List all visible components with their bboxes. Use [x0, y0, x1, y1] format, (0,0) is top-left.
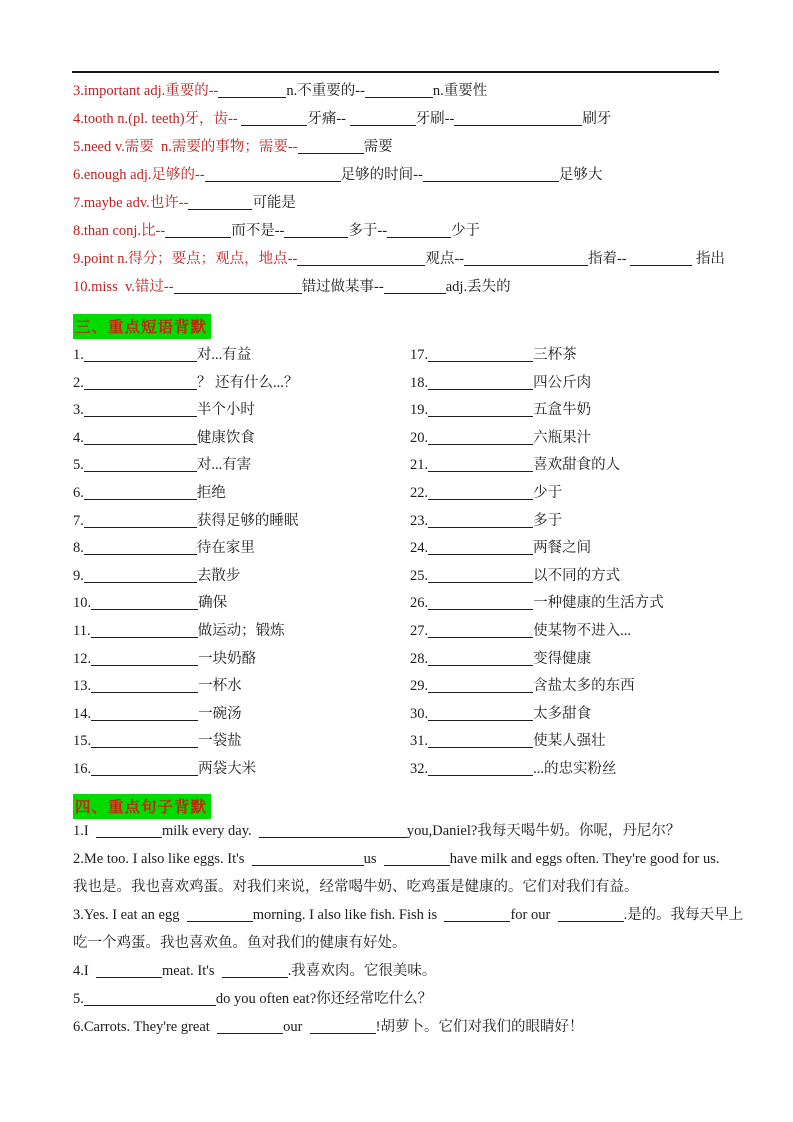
sentence-line	[73, 929, 783, 957]
text-run: 少于	[451, 223, 481, 239]
phrase-item	[73, 618, 298, 646]
text-run: n.不重要的--	[286, 83, 365, 99]
blank-field	[205, 166, 341, 182]
phrase-section-header: 三、重点短语背默	[73, 314, 211, 339]
phrase-item	[410, 673, 664, 701]
text-run: for our	[510, 907, 558, 923]
text-run: 6.Carrots. They're great	[73, 1019, 218, 1035]
blank-field	[310, 1018, 376, 1034]
phrase-number: 24.	[410, 540, 429, 557]
text-run: 足够的时间--	[340, 167, 423, 183]
text-run: 10.miss v.错过--	[73, 279, 174, 295]
text-run: 多于--	[348, 223, 388, 239]
phrase-number: 7.	[73, 512, 84, 529]
blank-field	[428, 732, 533, 748]
blank-field	[384, 278, 446, 294]
phrase-label: 对...有益	[196, 347, 252, 363]
blank-field	[188, 194, 252, 210]
phrase-number: 29.	[410, 678, 429, 695]
phrase-label: 拒绝	[196, 484, 226, 501]
blank-field	[454, 110, 582, 126]
sentence-line	[73, 1013, 783, 1041]
phrase-list-right	[410, 342, 664, 784]
phrase-label: 使某人强壮	[533, 733, 606, 750]
vocab-line	[73, 133, 773, 161]
text-run: 3.important adj.重要的--	[73, 83, 219, 99]
sentence-line	[73, 845, 783, 873]
text-run: 错过做某事--	[301, 279, 384, 295]
text-run: 吃一个鸡蛋。我也喜欢鱼。鱼对我们的健康有好处。	[73, 935, 407, 951]
phrase-label: 一袋盐	[198, 733, 242, 750]
vocab-line	[73, 217, 773, 245]
phrase-number: 2.	[73, 374, 84, 391]
phrase-label: 六瓶果汁	[533, 429, 592, 446]
phrase-item	[410, 618, 664, 646]
phrase-item	[73, 397, 298, 425]
blank-field	[428, 567, 533, 583]
phrase-item	[410, 425, 664, 453]
text-run: 需要	[363, 139, 393, 155]
text-run: 4.I	[73, 963, 96, 979]
blank-field	[428, 650, 533, 666]
blank-field	[423, 166, 559, 182]
phrase-label: 多于	[533, 512, 563, 529]
phrase-item	[410, 535, 664, 563]
phrase-item	[73, 646, 298, 674]
sentence-line	[73, 957, 783, 985]
phrase-number: 3.	[73, 402, 84, 419]
phrase-label: 待在家里	[196, 540, 255, 557]
text-run: 9.point n.得分；要点；观点，地点--	[73, 251, 298, 267]
blank-field	[84, 456, 197, 472]
blank-field	[428, 760, 533, 776]
blank-field	[96, 822, 162, 838]
text-run: !胡萝卜。它们对我们的眼睛好！	[375, 1019, 584, 1035]
text-run: our	[283, 1019, 310, 1035]
phrase-item	[73, 673, 298, 701]
vocab-line	[73, 245, 773, 273]
text-run: meat. It's	[161, 963, 222, 979]
text-run: have milk and eggs often. They're good for us.	[449, 851, 720, 867]
blank-field	[297, 250, 425, 266]
phrase-label: 一种健康的生活方式	[533, 595, 664, 612]
phrase-label: 含盐太多的东西	[533, 678, 635, 695]
phrase-label: 五盒牛奶	[533, 402, 592, 419]
text-run: adj.丢失的	[445, 279, 511, 295]
phrase-item	[410, 397, 664, 425]
blank-field	[91, 705, 198, 721]
phrase-number: 4.	[73, 429, 84, 446]
phrase-item	[410, 701, 664, 729]
blank-field	[444, 906, 510, 922]
blank-field	[91, 677, 198, 693]
phrase-label: 去散步	[196, 567, 241, 584]
blank-field	[630, 250, 692, 266]
blank-field	[91, 622, 198, 638]
phrase-item	[73, 508, 298, 536]
phrase-item	[410, 452, 664, 480]
phrase-number: 26.	[410, 595, 429, 612]
phrase-label: 两餐之间	[533, 540, 592, 557]
phrase-item	[73, 342, 298, 370]
phrase-item	[410, 728, 664, 756]
phrase-number: 20.	[410, 429, 429, 446]
phrase-label: 太多甜食	[533, 705, 592, 722]
phrase-label: 以不同的方式	[533, 567, 621, 584]
phrase-item	[73, 535, 298, 563]
phrase-number: 18.	[410, 374, 429, 391]
blank-field	[96, 962, 162, 978]
text-run: us	[363, 851, 384, 867]
phrase-list-left	[73, 342, 298, 784]
phrase-number: 15.	[73, 733, 92, 750]
phrase-number: 21.	[410, 457, 429, 474]
phrase-item	[410, 342, 664, 370]
phrase-item	[73, 425, 298, 453]
phrase-label: 健康饮食	[196, 429, 255, 446]
blank-field	[428, 429, 533, 445]
text-run: 8.than conj.比--	[73, 223, 166, 239]
phrase-label: 做运动；锻炼	[197, 622, 285, 639]
phrase-number: 22.	[410, 484, 429, 501]
text-run: n.重要性	[432, 83, 488, 99]
phrase-number: 14.	[73, 705, 92, 722]
phrase-label: ...的忠实粉丝	[533, 760, 617, 777]
phrase-number: 5.	[73, 457, 84, 474]
phrase-item	[410, 508, 664, 536]
blank-field	[428, 484, 533, 500]
phrase-label: 半个小时	[196, 402, 255, 419]
sentence-line	[73, 817, 783, 845]
blank-field	[91, 650, 198, 666]
phrase-item	[73, 756, 298, 784]
text-run: 1.I	[73, 823, 96, 839]
phrase-item	[73, 452, 298, 480]
phrase-item	[73, 370, 298, 398]
phrase-item	[73, 701, 298, 729]
text-run: 观点--	[425, 251, 465, 267]
sentence-line	[73, 873, 783, 901]
phrase-item	[410, 590, 664, 618]
phrase-number: 28.	[410, 650, 429, 667]
phrase-number: 25.	[410, 567, 429, 584]
text-run: 7.maybe adv.也许--	[73, 195, 189, 211]
text-run: you,Daniel?我每天喝牛奶。你呢，丹尼尔？	[406, 823, 681, 839]
text-run: 4.tooth n.(pl. teeth)牙，齿--	[73, 111, 242, 127]
blank-field	[174, 278, 302, 294]
blank-field	[84, 512, 197, 528]
blank-field	[84, 484, 197, 500]
vocab-line	[73, 273, 773, 301]
vocab-line	[73, 77, 773, 105]
blank-field	[428, 539, 533, 555]
text-run: 牙痛--	[307, 111, 350, 127]
sentence-line	[73, 985, 783, 1013]
phrase-label: 获得足够的睡眠	[196, 512, 299, 529]
phrase-number: 13.	[73, 678, 92, 695]
phrase-label: 一碗汤	[198, 705, 242, 722]
text-run: 指出	[692, 251, 725, 267]
text-run: 2.Me too. I also like eggs. It's	[73, 851, 252, 867]
text-run: 指着--	[588, 251, 631, 267]
phrase-label: 喜欢甜食的人	[533, 457, 621, 474]
text-run: .是的。我每天早上	[623, 907, 744, 923]
blank-field	[218, 82, 286, 98]
blank-field	[84, 374, 197, 390]
phrase-number: 10.	[73, 595, 92, 612]
text-run: 可能是	[252, 195, 296, 211]
sentence-section-header: 四、重点句子背默	[73, 794, 211, 819]
blank-field	[428, 401, 533, 417]
phrase-label: 两袋大米	[198, 760, 257, 777]
blank-field	[259, 822, 407, 838]
phrase-item	[73, 590, 298, 618]
blank-field	[91, 594, 198, 610]
phrase-label: 三杯茶	[533, 347, 577, 363]
text-run: 而不是--	[231, 223, 285, 239]
blank-field	[284, 222, 348, 238]
blank-field	[91, 732, 198, 748]
phrase-item	[410, 480, 664, 508]
phrase-number: 6.	[73, 484, 84, 501]
phrase-number: 1.	[73, 347, 84, 363]
blank-field	[84, 429, 197, 445]
phrase-number: 30.	[410, 705, 429, 722]
phrase-label: 四公斤肉	[533, 374, 592, 391]
blank-field	[350, 110, 416, 126]
phrase-number: 16.	[73, 760, 92, 777]
blank-field	[84, 539, 197, 555]
blank-field	[298, 138, 364, 154]
text-run: 5.need v.需要 n.需要的事物；需要--	[73, 139, 298, 155]
phrase-label: ？ 还有什么...？	[196, 374, 299, 391]
phrase-section	[73, 342, 773, 782]
blank-field	[428, 705, 533, 721]
blank-field	[84, 990, 216, 1006]
phrase-number: 32.	[410, 760, 429, 777]
sentence-line	[73, 901, 783, 929]
text-run: 我也是。我也喜欢鸡蛋。对我们来说，经常喝牛奶、吃鸡蛋是健康的。它们对我们有益。	[73, 879, 639, 895]
phrase-label: 少于	[533, 484, 563, 501]
blank-field	[464, 250, 588, 266]
phrase-item	[73, 563, 298, 591]
vocab-line	[73, 189, 773, 217]
phrase-number: 8.	[73, 540, 84, 557]
blank-field	[428, 677, 533, 693]
phrase-item	[73, 728, 298, 756]
text-run: morning. I also like fish. Fish is	[252, 907, 445, 923]
blank-field	[365, 82, 433, 98]
blank-field	[252, 850, 364, 866]
text-run: milk every day.	[161, 823, 259, 839]
blank-field	[428, 512, 533, 528]
phrase-label: 对...有害	[196, 457, 252, 474]
phrase-label: 一杯水	[198, 678, 242, 695]
phrase-item	[73, 480, 298, 508]
blank-field	[84, 346, 197, 362]
top-rule	[72, 71, 719, 73]
phrase-label: 使某物不进入...	[533, 622, 631, 639]
sentence-section	[73, 817, 783, 1041]
phrase-label: 确保	[198, 595, 228, 612]
phrase-number: 17.	[410, 347, 429, 363]
text-run: .我喜欢肉。它很美味。	[287, 963, 437, 979]
phrase-item	[410, 646, 664, 674]
blank-field	[84, 567, 197, 583]
blank-field	[558, 906, 624, 922]
blank-field	[428, 346, 533, 362]
blank-field	[165, 222, 231, 238]
phrase-number: 19.	[410, 402, 429, 419]
blank-field	[428, 456, 533, 472]
text-run: 足够大	[558, 167, 603, 183]
text-run: do you often eat?你还经常吃什么？	[215, 991, 433, 1007]
phrase-number: 11.	[73, 622, 91, 639]
vocab-section	[73, 77, 773, 301]
text-run: 6.enough adj.足够的--	[73, 167, 205, 183]
blank-field	[241, 110, 307, 126]
vocab-line	[73, 105, 773, 133]
vocab-line	[73, 161, 773, 189]
blank-field	[84, 401, 197, 417]
phrase-item	[410, 563, 664, 591]
blank-field	[384, 850, 450, 866]
blank-field	[428, 622, 533, 638]
phrase-number: 27.	[410, 622, 429, 639]
blank-field	[428, 374, 533, 390]
blank-field	[187, 906, 253, 922]
blank-field	[91, 760, 198, 776]
phrase-number: 12.	[73, 650, 92, 667]
phrase-item	[410, 370, 664, 398]
phrase-label: 变得健康	[533, 650, 592, 667]
phrase-label: 一块奶酪	[198, 650, 257, 667]
text-run: 刷牙	[582, 111, 612, 127]
blank-field	[222, 962, 288, 978]
blank-field	[428, 594, 533, 610]
phrase-item	[410, 756, 664, 784]
phrase-number: 9.	[73, 567, 84, 584]
text-run: 5.	[73, 991, 84, 1007]
blank-field	[217, 1018, 283, 1034]
phrase-number: 31.	[410, 733, 429, 750]
text-run: 3.Yes. I eat an egg	[73, 907, 187, 923]
text-run: 牙刷--	[415, 111, 455, 127]
phrase-number: 23.	[410, 512, 429, 529]
blank-field	[387, 222, 451, 238]
